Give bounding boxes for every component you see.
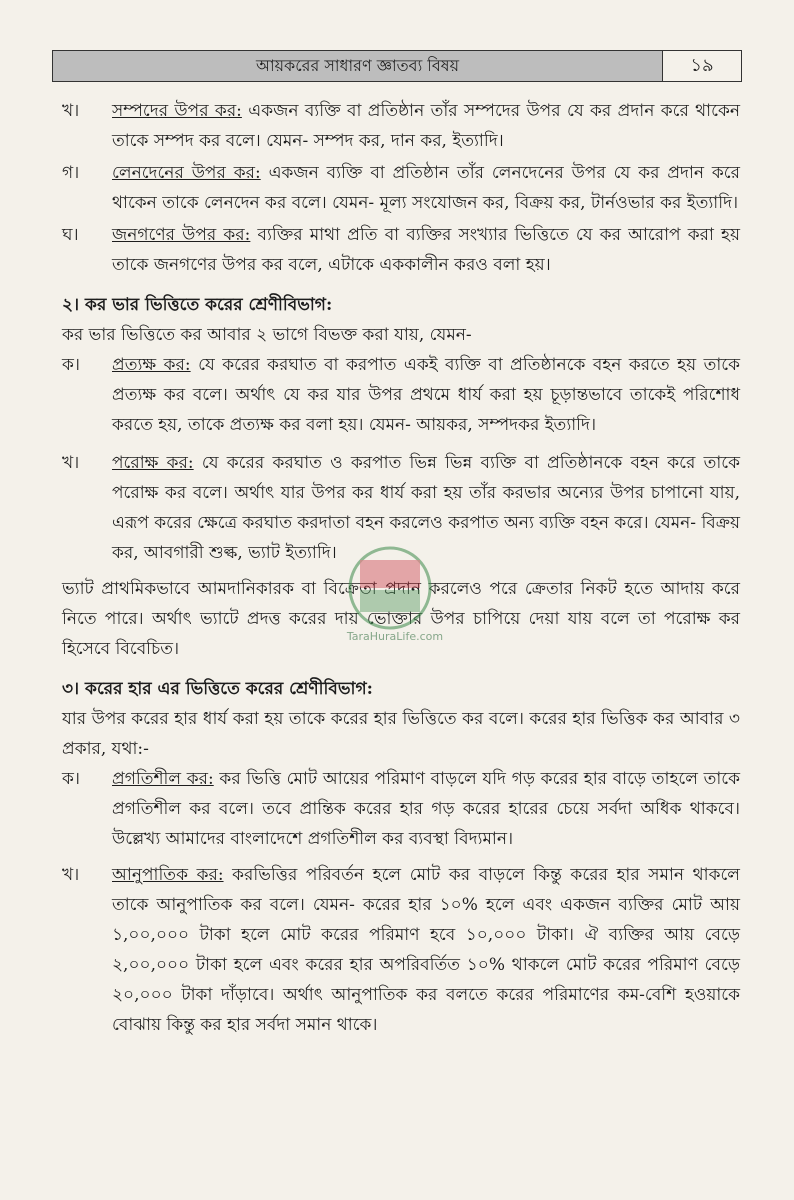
- item-text: [112, 448, 740, 568]
- watermark-text: TaraHuraLife.com: [346, 630, 444, 643]
- section-intro: যার উপর করের হার ধার্য করা হয় তাকে করের হার ভিত্তিতে কর বলে। করের হার ভিত্তিক কর আবার ৩ প্রকার, যথা:-: [62, 709, 740, 759]
- list-item: [62, 860, 740, 1040]
- item-label: খ।: [62, 865, 80, 885]
- item-text: [112, 350, 740, 440]
- item-body: একজন ব্যক্তি বা প্রতিষ্ঠান তাঁর লেনদেনের উপর যে কর প্রদান করে থাকেন তাকে লেনদেন কর বলে। যেমন- মূল্য সংযোজন কর, বিক্রয় কর, টার্নওভার কর ইত্যাদি।: [112, 163, 740, 213]
- section-note: ভ্যাট প্রাথমিকভাবে আমদানিকারক বা বিক্রেতা প্রদান করলেও পরে ক্রেতার নিকট হতে আদায় করে নিতে পারে। অর্থাৎ ভ্যাটে প্রদত্ত করের দায় ভোক্তার উপর চাপিয়ে দেয়া যায় বলে তা পরোক্ষ কর হিসেবে বিবেচিত।: [62, 579, 740, 659]
- item-body: যে করের করঘাত বা করপাত একই ব্যক্তি বা প্রতিষ্ঠানকে বহন করতে হয় তাকে প্রত্যক্ষ কর বলে। অর্থাৎ যে কর যার উপর প্রথমে ধার্য করা হয় চূড়ান্তভাবে তাকেই পরিশোধ করতে হয়, তাকে প্রত্যক্ষ কর বলা হয়। যেমন- আয়কর, সম্পদকর ইত্যাদি।: [112, 355, 740, 435]
- item-body: কর ভিত্তি মোট আয়ের পরিমাণ বাড়লে যদি গড় করের হার বাড়ে তাহলে তাকে প্রগতিশীল কর বলে। তবে প্রান্তিক করের হার গড় করের হারের চেয়ে সর্বদা অধিক থাকবে। উল্লেখ্য আমাদের বাংলাদেশে প্রগতিশীল কর ব্যবস্থা বিদ্যমান।: [112, 769, 740, 849]
- item-label: ঘ।: [62, 225, 79, 245]
- list-item: [62, 448, 740, 568]
- item-text: [112, 860, 740, 1040]
- item-term: জনগণের উপর কর:: [112, 225, 251, 245]
- item-term: লেনদেনের উপর কর:: [112, 163, 261, 183]
- item-body: যে করের করঘাত ও করপাত ভিন্ন ভিন্ন ব্যক্তি বা প্রতিষ্ঠানকে বহন করে তাকে পরোক্ষ কর বলে। অর্থাৎ যার উপর কর ধার্য করা হয় তাঁর করভার অন্যের উপর চাপানো যায়, এরূপ করের ক্ষেত্রে করঘাত করদাতা বহন করলেও করপাত অন্য ব্যক্তি বহন করে। যেমন- বিক্রয় কর, আবগারী শুল্ক, ভ্যাট ইত্যাদি।: [112, 453, 740, 563]
- list-item: [62, 220, 740, 280]
- item-label: খ।: [62, 453, 80, 473]
- item-term: প্রগতিশীল কর:: [112, 769, 214, 789]
- item-term: পরোক্ষ কর:: [112, 453, 194, 473]
- item-text: [112, 764, 740, 854]
- item-text: [112, 158, 740, 218]
- item-term: আনুপাতিক কর:: [112, 865, 224, 885]
- list-item: [62, 158, 740, 218]
- section-intro: কর ভার ভিত্তিতে কর আবার ২ ভাগে বিভক্ত করা যায়, যেমন-: [62, 325, 472, 345]
- item-body: ব্যক্তির মাথা প্রতি বা ব্যক্তির সংখ্যার ভিত্তিতে যে কর আরোপ করা হয় তাকে জনগণের উপর কর বলে, এটাকে এককালীন করও বলা হয়।: [112, 225, 740, 275]
- item-label: ক।: [62, 769, 80, 789]
- item-label: খ।: [62, 101, 80, 121]
- item-term: প্রত্যক্ষ কর:: [112, 355, 191, 375]
- list-item: [62, 350, 740, 440]
- item-term: সম্পদের উপর কর:: [112, 101, 242, 121]
- running-header: [52, 50, 742, 82]
- section-heading: ২। কর ভার ভিত্তিতে করের শ্রেণীবিভাগ:: [62, 295, 333, 315]
- page-content: [62, 96, 740, 1042]
- item-label: ক।: [62, 355, 80, 375]
- item-text: [112, 220, 740, 280]
- item-label: গ।: [62, 163, 80, 183]
- list-item: [62, 96, 740, 156]
- item-body: একজন ব্যক্তি বা প্রতিষ্ঠান তাঁর সম্পদের উপর যে কর প্রদান করে থাকেন তাকে সম্পদ কর বলে। যেমন- সম্পদ কর, দান কর, ইত্যাদি।: [112, 101, 740, 151]
- item-text: [112, 96, 740, 156]
- header-title: আয়করের সাধারণ জ্ঞাতব্য বিষয়: [53, 51, 663, 81]
- item-body: করভিত্তির পরিবর্তন হলে মোট কর বাড়লে কিন্তু করের হার সমান থাকলে তাকে আনুপাতিক কর বলে। যেমন- করের হার ১০% হলে এবং একজন ব্যক্তির মোট আয় ১,০০,০০০ টাকা হলে মোট করের পরিমাণ হবে ১০,০০০ টাকা। ঐ ব্যক্তির আয় বেড়ে ২,০০,০০০ টাকা হলে এবং করের হার অপরিবর্তিত ১০% থাকলে মোট করের পরিমাণ বেড়ে ২০,০০০ টাকা দাঁড়াবে। অর্থাৎ আনুপাতিক কর বলতে করের পরিমাণের কম-বেশি হওয়াকে বোঝায় কিন্তু কর হার সর্বদা সমান থাকে।: [112, 865, 740, 1035]
- list-item: [62, 764, 740, 854]
- page-number: ১৯: [663, 51, 741, 81]
- section-heading: ৩। করের হার এর ভিত্তিতে করের শ্রেণীবিভাগ:: [62, 679, 373, 699]
